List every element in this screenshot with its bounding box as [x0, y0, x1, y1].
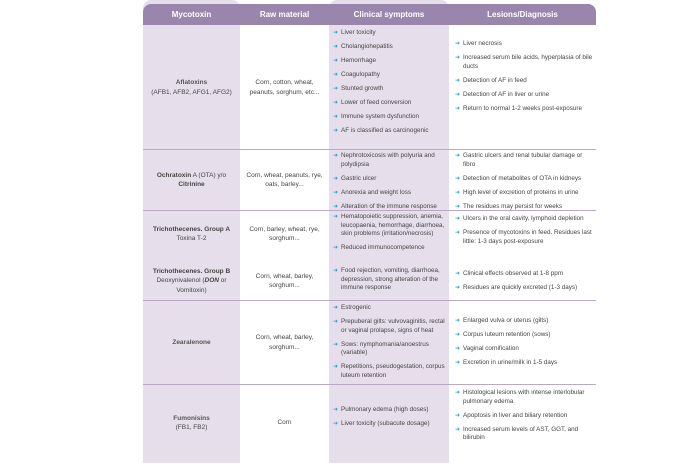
list-item: ➜ Clinical effects observed at 1-8 ppm: [455, 270, 563, 277]
list-item: ➜ Hematopoietic suppression, anemia, leucopaenia, hemorrhage, diarrhoea, skin problems (irritation/necrosis): [333, 213, 445, 237]
raw-material-text: Corn, barley, wheat, rye, sorghum...: [249, 225, 320, 242]
list-item: ➜ Presence of mycotoxins in feed. Residues last little: 1-3 days post-exposure: [455, 229, 592, 245]
mycotoxin-aflatoxins: [143, 26, 240, 149]
arrow-icon: ➜: [455, 91, 461, 98]
arrow-icon: ➜: [455, 153, 461, 159]
arrow-icon: ➜: [455, 318, 461, 324]
list-item: ➜ AF is classified as carcinogenic: [333, 127, 429, 134]
arrow-icon: ➜: [333, 44, 339, 50]
lesions-fumonisins: [455, 389, 593, 448]
arrow-icon: ➜: [333, 128, 339, 134]
raw-material-text: Corn, wheat, peanuts, rye, oats, barley...: [246, 171, 323, 188]
arrow-icon: ➜: [333, 268, 339, 274]
arrow-icon: ➜: [333, 245, 339, 251]
mycotoxin-trichothecenes-a: [143, 214, 240, 254]
list-item: ➜ Reduced immunocompetence: [333, 244, 425, 251]
symptoms-ochratoxin: [333, 152, 447, 217]
arrow-icon: ➜: [333, 364, 339, 370]
list-item: ➜ Histological lesions with intense interlobular pulmonary edema: [455, 389, 585, 405]
arrow-icon: ➜: [455, 175, 461, 182]
arrow-icon: ➜: [333, 58, 339, 64]
list-item: ➜ Detection of AF in liver or urine: [455, 90, 550, 98]
list-item: ➜ Alteration of the immune response: [333, 202, 437, 210]
mycotoxin-name: Trichothecenes. Group A: [152, 225, 231, 233]
list-item: ➜ Prepuberal gilts: vulvovaginitis, rectal or vaginal prolapse, signs of heat: [333, 318, 445, 334]
list-item: ➜ Sows: nymphomania/anoestrus (variable): [333, 340, 429, 356]
lesions-ochratoxin: [455, 152, 593, 217]
arrow-icon: ➜: [333, 72, 339, 78]
arrow-icon: ➜: [455, 203, 461, 210]
symptoms-trichothecenes-b: [333, 267, 447, 298]
symptoms-fumonisins: [333, 406, 447, 434]
arrow-icon: ➜: [455, 216, 461, 222]
list-item: ➜ Liver toxicity (subacute dosage): [333, 420, 430, 427]
arrow-icon: ➜: [333, 305, 339, 311]
arrow-icon: ➜: [333, 153, 339, 159]
list-item: ➜ Gastric ulcers and renal tubular damage or fibro: [455, 152, 583, 168]
arrow-icon: ➜: [333, 407, 339, 413]
mycotoxin-subtypes: (AFB1, AFB2, AFG1, AFG2): [151, 88, 232, 96]
raw-material-text: Corn, wheat, barley, sorghum...: [255, 272, 314, 289]
raw-material-fumonisins: [245, 385, 324, 461]
header-mycotoxin: Mycotoxin: [171, 10, 212, 19]
arrow-icon: ➜: [333, 341, 339, 348]
list-item: ➜ Return to normal 1-2 weeks post-exposure: [455, 104, 582, 112]
list-item: ➜ Cholangiohepatitis: [333, 43, 393, 50]
list-item: ➜ Corpus luteum retention (sows): [455, 331, 551, 338]
list-item: ➜ Immune system dysfunction: [333, 113, 420, 120]
arrow-icon: ➜: [333, 319, 339, 325]
arrow-icon: ➜: [455, 55, 461, 61]
arrow-icon: ➜: [455, 412, 461, 419]
list-item: ➜ Hemorrhage: [333, 57, 376, 64]
arrow-icon: ➜: [333, 203, 339, 210]
mycotoxin-name-don: DON: [204, 277, 219, 285]
arrow-icon: ➜: [333, 421, 339, 427]
arrow-icon: ➜: [455, 41, 461, 47]
arrow-icon: ➜: [455, 271, 461, 277]
list-item: ➜ Nephrotoxicosis with polyuria and polydipsia: [333, 152, 435, 168]
header-raw-material: Raw material: [259, 10, 310, 19]
list-item: ➜ Anorexia and weight loss: [333, 188, 412, 196]
list-item: ➜ Apoptosis in liver and biliary retention: [455, 411, 568, 419]
arrow-icon: ➜: [455, 390, 461, 396]
list-item: ➜ Detection of metabolites of OTA in kidneys: [455, 174, 582, 182]
raw-material-text: Corn: [277, 419, 292, 427]
list-item: ➜ Lower of feed conversion: [333, 99, 412, 106]
symptoms-aflatoxins: [333, 29, 447, 141]
arrow-icon: ➜: [333, 100, 339, 106]
arrow-icon: ➜: [455, 346, 461, 352]
lesions-trichothecenes-a: [455, 215, 593, 252]
mycotoxin-name: Fumonisins: [173, 414, 210, 422]
arrow-icon: ➜: [455, 360, 461, 366]
arrow-icon: ➜: [333, 86, 339, 92]
mycotoxin-name: Ochratoxin: [156, 171, 192, 179]
symptoms-trichothecenes-a: [333, 213, 447, 258]
arrow-icon: ➜: [333, 189, 339, 196]
raw-material-text: Corn, cotton, wheat, peanuts, sorghum, etc...: [249, 79, 320, 96]
lesions-trichothecenes-b: [455, 270, 593, 298]
mycotoxin-name-detail: A (OTA) y/o: [191, 171, 227, 179]
list-item: ➜ High level of excretion of proteins in urine: [455, 188, 579, 196]
raw-material-trichothecenes-a: [245, 214, 324, 254]
raw-material-zearalenone: [245, 301, 324, 384]
arrow-icon: ➜: [455, 77, 461, 84]
list-item: ➜ Food rejection, vomiting, diarrhoea, depression, strong alteration of the immune response: [333, 267, 440, 291]
list-item: ➜ Residues are quickly excreted (1-3 days): [455, 284, 578, 291]
arrow-icon: ➜: [455, 285, 461, 291]
symptoms-zearalenone: [333, 304, 447, 386]
list-item: ➜ Stunted growth: [333, 85, 384, 92]
header-lesions-diagnosis: Lesions/Diagnosis: [487, 10, 558, 19]
list-item: ➜ Detection of AF in feed: [455, 76, 527, 84]
arrow-icon: ➜: [455, 105, 461, 112]
mycotoxin-name-citrinine: Citrinine: [178, 181, 205, 188]
arrow-icon: ➜: [455, 230, 461, 236]
list-item: ➜ Increased serum levels of AST, GGT, and bilirubin: [455, 425, 579, 441]
list-item: ➜ Ulcers in the oral cavity, lymphoid depletion: [455, 215, 584, 222]
mycotoxin-fumonisins: [143, 385, 240, 461]
mycotoxin-trichothecenes-b: [143, 265, 240, 297]
raw-material-ochratoxin: [245, 150, 324, 210]
mycotoxin-ochratoxin: [143, 150, 240, 210]
list-item: ➜ Estrogenic: [333, 304, 371, 311]
mycotoxin-subtypes: (FB1, FB2): [175, 424, 208, 431]
list-item: ➜ Liver necrosis: [455, 40, 502, 47]
mycotoxin-name-detail: Toxina T-2: [176, 235, 207, 242]
raw-material-trichothecenes-b: [245, 265, 324, 297]
mycotoxin-name: Zearalenone: [172, 338, 211, 346]
lesions-aflatoxins: [455, 40, 593, 119]
arrow-icon: ➜: [455, 332, 461, 338]
arrow-icon: ➜: [333, 114, 339, 120]
list-item: ➜ Increased serum bile acids, hyperplasia of bile ducts: [455, 54, 593, 70]
raw-material-text: Corn, wheat, barley, sorghum...: [255, 334, 314, 351]
header-clinical-symptoms: Clinical symptoms: [353, 10, 425, 19]
mycotoxin-name-detail-end: or Vomitoxin): [176, 277, 227, 294]
list-item: ➜ Excretion in urine/milk in 1-5 days: [455, 359, 558, 366]
mycotoxin-name: Aflatoxins: [175, 79, 208, 87]
list-item: ➜ Coagulopathy: [333, 71, 380, 78]
arrow-icon: ➜: [333, 30, 339, 36]
mycotoxin-name: Trichothecenes. Group B: [152, 267, 231, 275]
mycotoxin-name-detail: Deoxynivalenol (: [156, 277, 205, 285]
lesions-zearalenone: [455, 317, 593, 373]
list-item: ➜ Enlarged vulva or uterus (gilts): [455, 317, 549, 324]
arrow-icon: ➜: [455, 426, 461, 433]
list-item: ➜ Repetitions, pseudogestation, corpus luteum retention: [333, 363, 445, 379]
list-item: ➜ Pulmonary edema (high doses): [333, 406, 429, 413]
raw-material-aflatoxins: [245, 26, 324, 149]
mycotoxin-zearalenone: [143, 301, 240, 384]
list-item: ➜ Gastric ulcer: [333, 174, 377, 182]
arrow-icon: ➜: [333, 214, 339, 220]
list-item: ➜ The residues may persist for weeks: [455, 202, 563, 210]
list-item: ➜ Vaginal cornification: [455, 345, 519, 352]
list-item: ➜ Liver toxicity: [333, 29, 376, 36]
arrow-icon: ➜: [455, 189, 461, 196]
arrow-icon: ➜: [333, 175, 339, 182]
